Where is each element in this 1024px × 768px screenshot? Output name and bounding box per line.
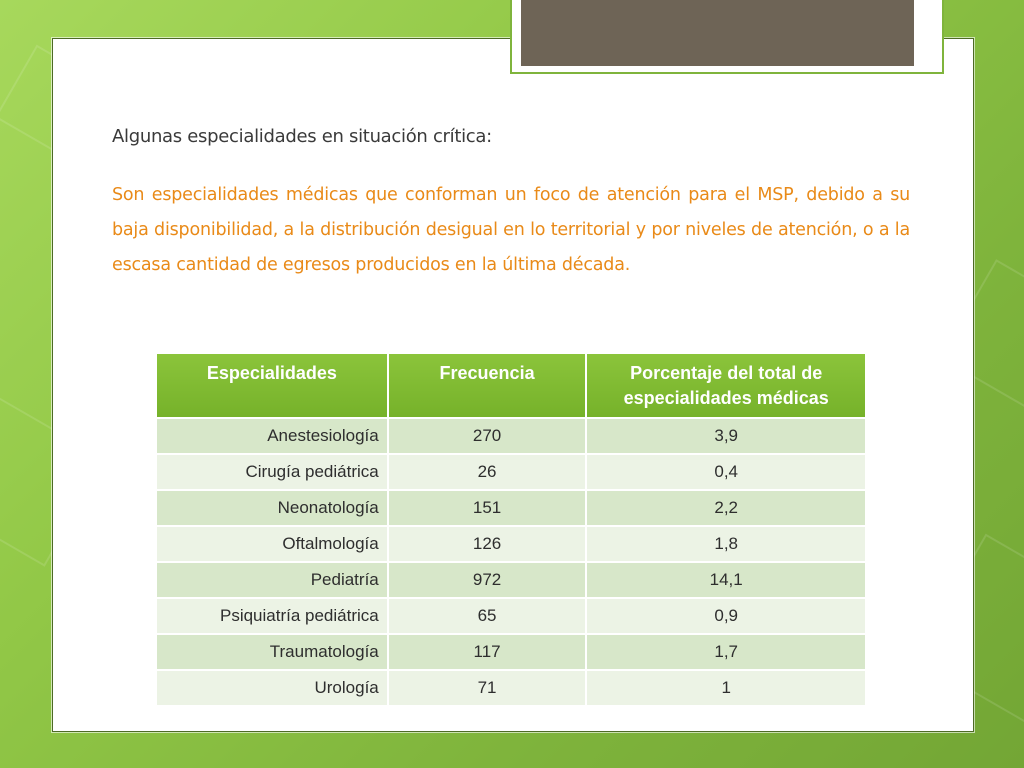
- cell-especialidad: Cirugía pediátrica: [156, 454, 388, 490]
- table-row: [156, 526, 866, 562]
- cell-porcentaje: 14,1: [586, 562, 866, 598]
- cell-especialidad: Anestesiología: [156, 418, 388, 454]
- header-frecuencia: Frecuencia: [388, 353, 587, 418]
- cell-porcentaje: 0,9: [586, 598, 866, 634]
- cell-especialidad: Urología: [156, 670, 388, 706]
- slide-paragraph: Son especialidades médicas que conforman un foco de atención para el MSP, debido a su baja disponibilidad, a la distribución desigual en lo territorial y por niveles de atención, o a la escasa cantidad de egresos producidos en la última década.: [112, 185, 910, 275]
- cell-especialidad: Traumatología: [156, 634, 388, 670]
- header-especialidades: Especialidades: [156, 353, 388, 418]
- cell-porcentaje: 1,8: [586, 526, 866, 562]
- cell-frecuencia: 126: [388, 526, 587, 562]
- table-row: [156, 490, 866, 526]
- header-porcentaje: Porcentaje del total de especialidades médicas: [586, 353, 866, 418]
- table-row: [156, 598, 866, 634]
- cell-especialidad: Pediatría: [156, 562, 388, 598]
- cell-porcentaje: 1: [586, 670, 866, 706]
- table-row: [156, 418, 866, 454]
- cell-frecuencia: 71: [388, 670, 587, 706]
- slide-subtitle: Algunas especialidades en situación crítica:: [112, 126, 492, 147]
- cell-porcentaje: 1,7: [586, 634, 866, 670]
- table-row: [156, 670, 866, 706]
- cell-frecuencia: 151: [388, 490, 587, 526]
- cell-porcentaje: 2,2: [586, 490, 866, 526]
- cell-especialidad: Psiquiatría pediátrica: [156, 598, 388, 634]
- table-row: [156, 634, 866, 670]
- table-row: [156, 454, 866, 490]
- cell-frecuencia: 972: [388, 562, 587, 598]
- cell-porcentaje: 0,4: [586, 454, 866, 490]
- cell-frecuencia: 270: [388, 418, 587, 454]
- table-row: [156, 562, 866, 598]
- cell-frecuencia: 65: [388, 598, 587, 634]
- cell-especialidad: Oftalmología: [156, 526, 388, 562]
- specialties-table: [155, 352, 867, 707]
- cell-especialidad: Neonatología: [156, 490, 388, 526]
- cell-frecuencia: 26: [388, 454, 587, 490]
- title-placeholder-box: [521, 0, 914, 66]
- cell-porcentaje: 3,9: [586, 418, 866, 454]
- table-header-row: [156, 353, 866, 418]
- cell-frecuencia: 117: [388, 634, 587, 670]
